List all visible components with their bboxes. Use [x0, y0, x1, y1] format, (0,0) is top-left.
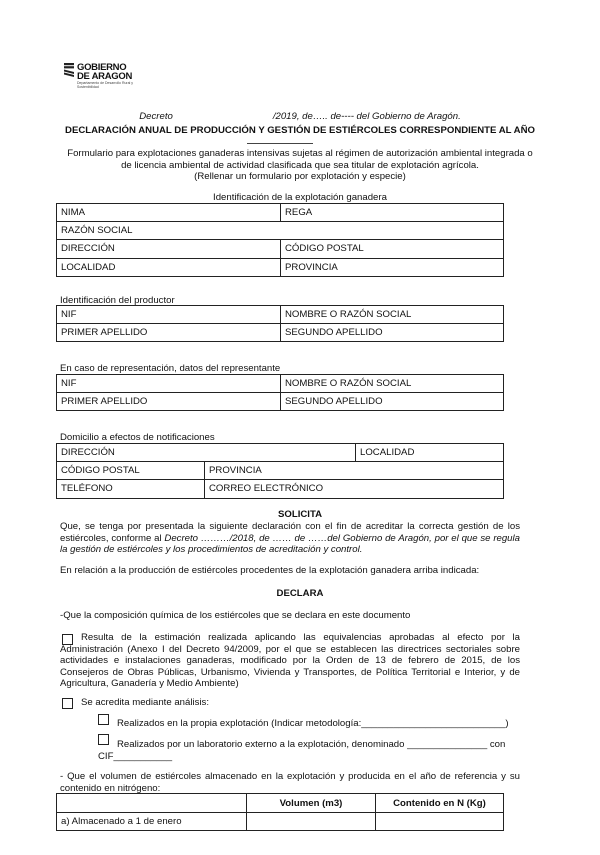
vol-row-almacenado-volumen[interactable] — [247, 813, 376, 831]
declara-intro: -Que la composición química de los estiércoles que se declara en este documento — [60, 610, 411, 621]
document-title: DECLARACIÓN ANUAL DE PRODUCCIÓN Y GESTIÓN DE ESTIÉRCOLES CORRESPONDIENTE AL AÑO — [65, 125, 535, 136]
aragon-emblem-icon — [64, 63, 74, 77]
productor-primer-apellido-field[interactable]: PRIMER APELLIDO — [57, 324, 281, 342]
notificaciones-table — [56, 443, 504, 499]
representante-segundo-apellido-field[interactable]: SEGUNDO APELLIDO — [281, 393, 504, 411]
nima-field[interactable]: NIMA — [57, 204, 281, 222]
logo-department: Departamento de Desarrollo Rural y Sostenibilidad — [77, 81, 134, 89]
laboratorio-externo-checkbox[interactable] — [98, 734, 109, 745]
notif-localidad-field[interactable]: LOCALIDAD — [356, 444, 504, 462]
notif-provincia-field[interactable]: PROVINCIA — [205, 462, 504, 480]
representante-nif-field[interactable]: NIF — [57, 375, 281, 393]
productor-nombre-field[interactable]: NOMBRE O RAZÓN SOCIAL — [281, 306, 504, 324]
solicita-text: Que, se tenga por presentada la siguiente declaración con el fin de acreditar la correcta gestión de los estiércoles, conforme al — [60, 521, 520, 544]
laboratorio-cif: CIF___________ — [98, 751, 173, 762]
laboratorio-externo-option: Realizados por un laboratorio externo a la explotación, denominado _______________ con — [117, 739, 506, 750]
productor-label: Identificación del productor — [60, 295, 175, 306]
analisis-option: Se acredita mediante análisis: — [81, 697, 209, 708]
vol-row-almacenado-nitrogeno[interactable] — [376, 813, 504, 831]
desc-line-3: (Rellenar un formulario por explotación y especie) — [194, 171, 406, 183]
vol-header-volumen: Volumen (m3) — [247, 794, 376, 813]
vol-header-nitrogeno: Contenido en N (Kg) — [376, 794, 504, 813]
decreto-line — [0, 111, 600, 122]
productor-table — [56, 305, 504, 342]
notif-correo-field[interactable]: CORREO ELECTRÓNICO — [205, 480, 504, 498]
razon-social-field[interactable]: RAZÓN SOCIAL — [57, 222, 504, 240]
notif-codigo-postal-field[interactable]: CÓDIGO POSTAL — [57, 462, 205, 480]
solicita-relacion: En relación a la producción de estiércoles procedentes de la explotación ganadera arriba indicada: — [60, 565, 480, 576]
propia-explotacion-option: Realizados en la propia explotación (Indicar metodología:___________________________) — [117, 718, 509, 729]
vol-header-empty — [57, 794, 247, 813]
solicita-paragraph — [60, 521, 520, 556]
rega-field[interactable]: REGA — [281, 204, 504, 222]
volumen-paragraph: - Que el volumen de estiércoles almacenado en la explotación y producida en el año de referencia y su contenido en nitrógeno: — [60, 771, 520, 794]
desc-line-2: de licencia ambiental de actividad clasificada que sea titular de explotación agrícola. — [121, 159, 479, 171]
solicita-heading: SOLICITA — [277, 509, 323, 520]
representante-primer-apellido-field[interactable]: PRIMER APELLIDO — [57, 393, 281, 411]
localidad-field[interactable]: LOCALIDAD — [57, 258, 281, 276]
estimacion-option: Resulta de la estimación realizada aplicando las equivalencias aprobadas al efecto por la Administración (Anexo I del Decreto 94/2009, por el que se establecen las directrices sectoriales sobre actividades e instalaciones ganaderas, modificado por la Orden de 13 de febrero de 2015, de los Consejeros de Obras Públicas, Urbanismo, Vivienda y Transportes, de Política Territorial e Interior, y de Agricultura, Ganadería y Medio Ambiente) — [60, 632, 520, 690]
solicita-decreto-text: Decreto ………/2018, de …… de ……del Gobierno de Aragón, por el que se regula la gestión de estiércoles y los procedimientos de acreditación y control. — [60, 532, 520, 556]
analisis-checkbox[interactable] — [62, 698, 73, 709]
representante-label: En caso de representación, datos del representante — [60, 363, 281, 374]
explotacion-label: Identificación de la explotación ganadera — [213, 192, 387, 203]
notificaciones-label: Domicilio a efectos de notificaciones — [60, 432, 215, 443]
provincia-field[interactable]: PROVINCIA — [281, 258, 504, 276]
decreto-prefix: Decreto — [139, 111, 173, 122]
codigo-postal-field[interactable]: CÓDIGO POSTAL — [281, 240, 504, 258]
declara-heading: DECLARA — [276, 588, 324, 599]
desc-line-1: Formulario para explotaciones ganaderas intensivas sujetas al régimen de autorización ambiental integrada o — [67, 148, 533, 159]
volumen-table — [56, 793, 504, 831]
logo-line2: DE ARAGON — [77, 71, 133, 82]
gobierno-aragon-logo — [64, 63, 137, 89]
propia-explotacion-checkbox[interactable] — [98, 714, 109, 725]
decreto-suffix: /2019, de….. de---- del Gobierno de Aragón. — [272, 111, 461, 122]
direccion-field[interactable]: DIRECCIÓN — [57, 240, 281, 258]
explotacion-table — [56, 203, 504, 277]
representante-nombre-field[interactable]: NOMBRE O RAZÓN SOCIAL — [281, 375, 504, 393]
form-description — [60, 148, 540, 183]
productor-nif-field[interactable]: NIF — [57, 306, 281, 324]
logo-line1: GOBIERNO — [77, 62, 127, 73]
title-underline — [247, 143, 313, 144]
notif-telefono-field[interactable]: TELÉFONO — [57, 480, 205, 498]
productor-segundo-apellido-field[interactable]: SEGUNDO APELLIDO — [281, 324, 504, 342]
representante-table — [56, 374, 504, 411]
vol-row-almacenado-label: a) Almacenado a 1 de enero — [57, 813, 247, 831]
notif-direccion-field[interactable]: DIRECCIÓN — [57, 444, 356, 462]
